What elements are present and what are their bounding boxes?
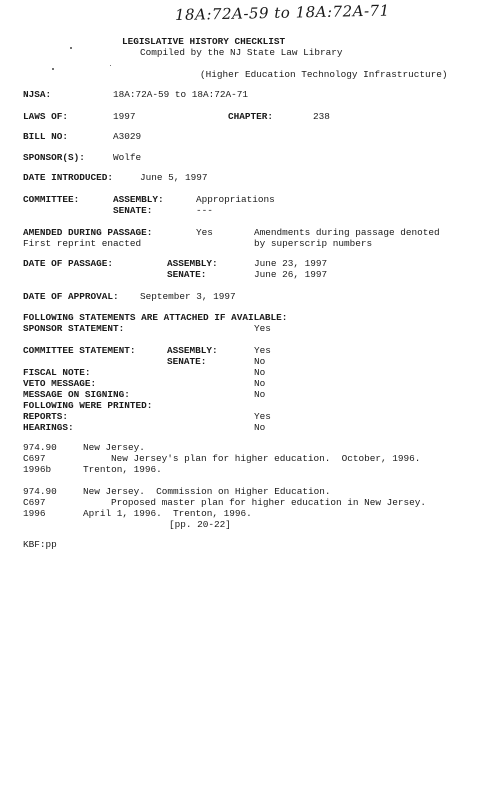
amended-label: AMENDED DURING PASSAGE: [23,227,153,238]
compiler-initials: KBF:pp [23,539,57,550]
reports-label: REPORTS: [23,411,69,422]
committee-assembly-label: ASSEMBLY: [113,194,164,205]
first-reprint-note: First reprint enacted [23,238,142,249]
passage-senate-value: June 26, 1997 [254,269,328,280]
committee-statement-senate-value: No [254,356,266,367]
njsa-value: 18A:72A-59 to 18A:72A-71 [113,89,249,100]
bill-value: A3029 [113,131,142,142]
chapter-value: 238 [313,111,330,122]
hearings-label: HEARINGS: [23,422,74,433]
sponsor-statement-label: SPONSOR STATEMENT: [23,323,125,334]
laws-label: LAWS OF: [23,111,69,122]
signing-message-value: No [254,389,266,400]
passage-assembly-value: June 23, 1997 [254,258,328,269]
laws-value: 1997 [113,111,136,122]
handwritten-statute-note: 18A:72A-59 to 18A:72A-71 [174,1,390,24]
reference-call-number-3: 1996 [23,508,46,519]
reference-pages: [pp. 20-22] [169,519,231,530]
fiscal-note-label: FISCAL NOTE: [23,367,91,378]
amended-value: Yes [196,227,213,238]
committee-assembly-value: Appropriations [196,194,275,205]
reference-title: Proposed master plan for higher education in New Jersey. [111,497,427,508]
approval-value: September 3, 1997 [140,291,236,302]
approval-label: DATE OF APPROVAL: [23,291,119,302]
date-introduced-value: June 5, 1997 [140,172,208,183]
reports-value: Yes [254,411,271,422]
passage-assembly-label: ASSEMBLY: [167,258,218,269]
hearings-value: No [254,422,266,433]
veto-message-label: VETO MESSAGE: [23,378,97,389]
committee-label: COMMITTEE: [23,194,80,205]
committee-senate-label: SENATE: [113,205,153,216]
printed-heading: FOLLOWING WERE PRINTED: [23,400,153,411]
date-introduced-label: DATE INTRODUCED: [23,172,114,183]
reference-call-number-1: 974.90 [23,486,57,497]
reference-call-number-3: 1996b [23,464,52,475]
veto-message-value: No [254,378,266,389]
committee-statement-label: COMMITTEE STATEMENT: [23,345,136,356]
compiled-by: Compiled by the NJ State Law Library [140,47,343,58]
passage-label: DATE OF PASSAGE: [23,258,114,269]
scan-speck [110,65,111,66]
sponsor-statement-value: Yes [254,323,271,334]
signing-message-label: MESSAGE ON SIGNING: [23,389,130,400]
committee-senate-value: --- [196,205,213,216]
committee-statement-assembly-value: Yes [254,345,271,356]
amended-note-line-2: by superscrip numbers [254,238,373,249]
reference-author: New Jersey. [83,442,145,453]
reference-call-number-2: C697 [23,453,46,464]
reference-call-number-1: 974.90 [23,442,57,453]
scan-speck [52,68,54,70]
reference-imprint: Trenton, 1996. [83,464,162,475]
reference-call-number-2: C697 [23,497,46,508]
sponsor-value: Wolfe [113,152,142,163]
chapter-label: CHAPTER: [228,111,274,122]
passage-senate-label: SENATE: [167,269,207,280]
subject-line: (Higher Education Technology Infrastructure) [200,69,448,80]
scan-speck [70,47,72,49]
reference-title: New Jersey's plan for higher education. October, 1996. [111,453,421,464]
committee-statement-assembly-label: ASSEMBLY: [167,345,218,356]
page-title: LEGISLATIVE HISTORY CHECKLIST [122,36,286,47]
fiscal-note-value: No [254,367,266,378]
bill-label: BILL NO: [23,131,69,142]
njsa-label: NJSA: [23,89,52,100]
statements-heading: FOLLOWING STATEMENTS ARE ATTACHED IF AVAILABLE: [23,312,288,323]
reference-imprint: April 1, 1996. Trenton, 1996. [83,508,252,519]
committee-statement-senate-label: SENATE: [167,356,207,367]
amended-note-line-1: Amendments during passage denoted [254,227,440,238]
reference-author: New Jersey. Commission on Higher Education. [83,486,331,497]
sponsor-label: SPONSOR(S): [23,152,85,163]
